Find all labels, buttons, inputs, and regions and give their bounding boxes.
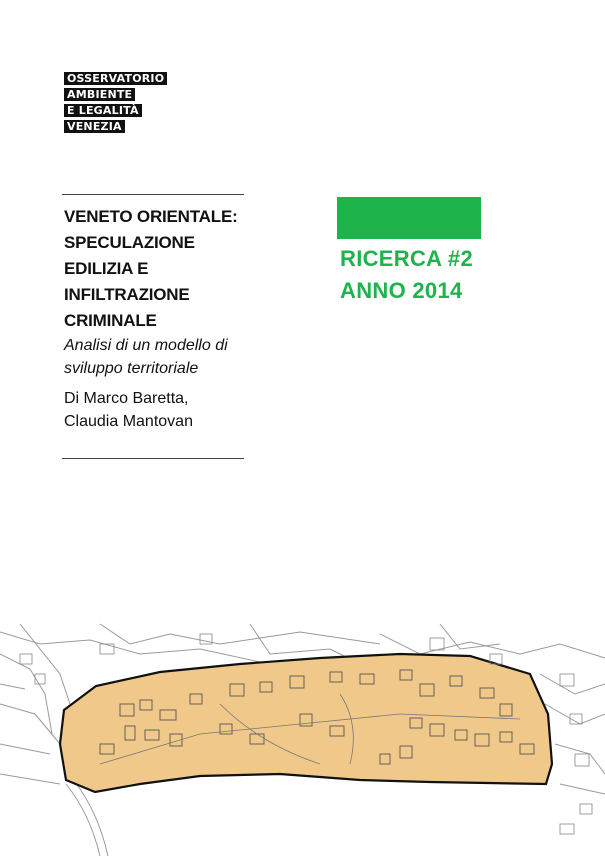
- top-divider: [62, 194, 244, 195]
- title-line-1: VENETO ORIENTALE:: [64, 207, 238, 226]
- bottom-divider: [62, 458, 244, 459]
- subtitle-line-2: sviluppo territoriale: [64, 360, 199, 377]
- accent-bar: [337, 197, 481, 239]
- title-line-4: INFILTRAZIONE: [64, 285, 190, 304]
- authors-line-1: Di Marco Baretta,: [64, 390, 189, 407]
- territory-map: [0, 614, 605, 856]
- title-line-5: CRIMINALE: [64, 311, 157, 330]
- research-number: RICERCA #2: [340, 246, 473, 271]
- title-block: [64, 204, 254, 433]
- logo-line-4: VENEZIA: [64, 120, 125, 133]
- logo-line-3: E LEGALITÀ: [64, 104, 142, 117]
- authors: [64, 387, 254, 433]
- title-line-3: EDILIZIA E: [64, 259, 149, 278]
- subtitle: [64, 334, 254, 380]
- map-shoreline: [66, 782, 108, 856]
- subtitle-line-1: Analisi di un modello di: [64, 337, 228, 354]
- research-label: [340, 243, 473, 307]
- logo-line-2: AMBIENTE: [64, 88, 135, 101]
- logo: [64, 72, 167, 133]
- research-year: ANNO 2014: [340, 278, 463, 303]
- logo-line-1: OSSERVATORIO: [64, 72, 167, 85]
- authors-line-2: Claudia Mantovan: [64, 413, 193, 430]
- title-line-2: SPECULAZIONE: [64, 233, 195, 252]
